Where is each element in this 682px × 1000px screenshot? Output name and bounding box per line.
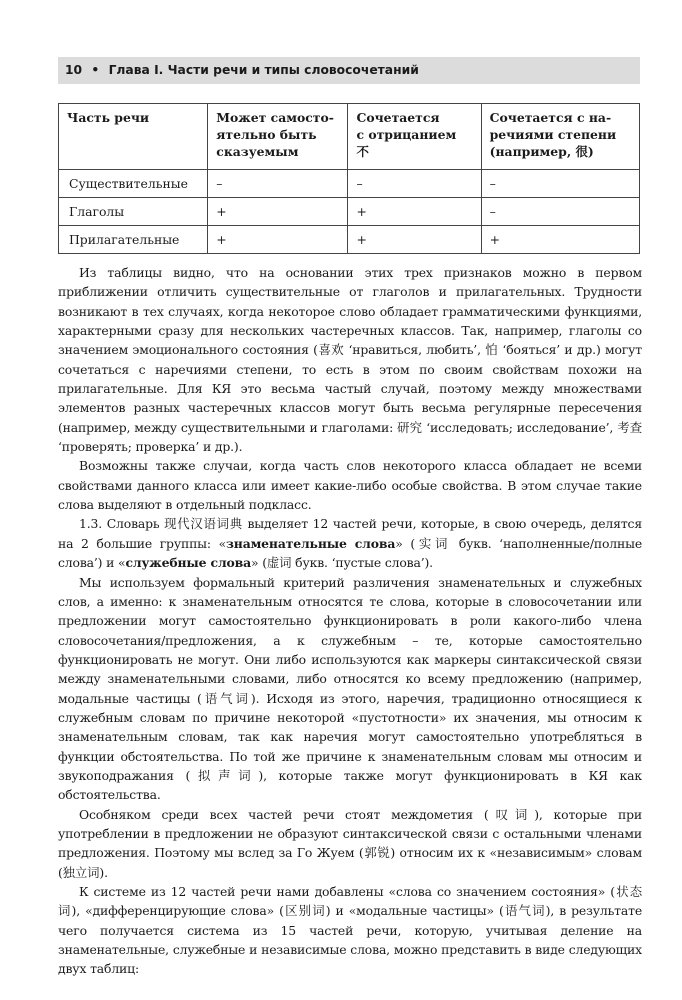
- column-header-line: (например, 很): [489, 144, 594, 159]
- column-header-line: Часть речи: [67, 110, 150, 125]
- column-header: [348, 104, 481, 170]
- table-cell: –: [481, 170, 639, 198]
- text-run: К системе из 12 частей речи нами добавлены «слова со значением состояния» (状态词), «дифференцирующие слова» (区别词) и «модальные частицы» (语气词), в результате чего получается система из 15 частей речи, которую, учитывая деление на знаменательные, служебные и независимые слова, можно представить в виде следующих двух таблиц:: [58, 884, 642, 977]
- column-header-line: сказуемым: [216, 144, 299, 159]
- paragraph: [58, 882, 642, 979]
- text-run: » (实词 букв. ‘наполненные/полные слова’) и «: [58, 535, 642, 571]
- column-header: [208, 104, 348, 170]
- table-cell: +: [481, 226, 639, 254]
- table-cell: +: [348, 226, 481, 254]
- bold-term: служебные слова: [125, 555, 251, 571]
- table-cell: –: [481, 198, 639, 226]
- column-header-line: речиями степени: [489, 127, 617, 142]
- text-run: 1.3. Словарь 现代汉语词典 выделяет 12 частей речи, которые, в свою очередь, делятся на 2 большие группы: «: [58, 516, 642, 551]
- column-header-line: Сочетается: [356, 110, 440, 125]
- table-cell: +: [208, 198, 348, 226]
- text-run: Возможны также случаи, когда часть слов некоторого класса обладает не всеми свойствами данного класса или имеет какие-либо особые свойства. В этом случае такие слова выделяют в отдельный подкласс.: [58, 458, 642, 513]
- column-header-line: ятельно быть: [216, 127, 317, 142]
- paragraph: [58, 514, 642, 572]
- running-head: [58, 57, 640, 84]
- body-text: [58, 263, 642, 979]
- column-header-line: Сочетается с на-: [489, 110, 612, 125]
- table-cell: +: [208, 226, 348, 254]
- text-run: » (虚词 букв. ‘пустые слова’).: [250, 555, 433, 571]
- table-cell: +: [348, 198, 481, 226]
- table-cell: Прилагательные: [59, 226, 208, 254]
- table-row: [59, 198, 640, 226]
- table-row: [59, 170, 640, 198]
- text-run: Мы используем формальный критерий различения знаменательных и служебных слов, а именно: к знаменательным относятся те слова, которые в словосочетании или предложении могут самостоятельно функционировать в роли какого-либо члена словосочетания/предложения, а к служебным – те, которые самостоятельно функционировать не могут. Они либо используются как маркеры синтаксической связи между знаменательными словами, либо относятся ко всему предложению (например, модальные частицы (语气词). Исходя из этого, наречия, традиционно относящиеся к служебным словам по причине некоторой «пустотности» их значения, мы относим к знаменательным словам, так как наречия могут самостоятельно употребляться в функции обстоятельства. По той же причине к знаменательным словам мы относим и звукоподражания (拟声词), которые также могут функционировать в КЯ как обстоятельства.: [58, 574, 642, 803]
- paragraph: [58, 456, 642, 514]
- column-header: [481, 104, 639, 170]
- table-cell: Глаголы: [59, 198, 208, 226]
- chapter-title: Глава I. Части речи и типы словосочетаний: [108, 63, 419, 77]
- paragraph: [58, 573, 642, 805]
- separator-bullet: •: [91, 63, 100, 77]
- page-number: 10: [65, 63, 83, 77]
- table-cell: –: [348, 170, 481, 198]
- column-header-line: 不: [356, 144, 369, 159]
- parts-of-speech-table: [58, 103, 640, 254]
- column-header: [59, 104, 208, 170]
- paragraph: [58, 263, 642, 456]
- column-header-line: Может самосто-: [216, 110, 334, 125]
- table-header-row: [59, 104, 640, 170]
- text-run: Особняком среди всех частей речи стоят междометия (叹词), которые при употреблении в предложении не образуют синтаксической связи с остальными членами предложения. Поэтому мы вслед за Го Жуем (郭锐) относим их к «независимым» словам (独立词).: [58, 806, 642, 880]
- paragraph: [58, 805, 642, 882]
- table-cell: Существительные: [59, 170, 208, 198]
- bold-term: знаменательные слова: [226, 535, 396, 551]
- text-run: Из таблицы видно, что на основании этих трех признаков можно в первом приближении отличить существительные от глаголов и прилагательных. Трудности возникают в тех случаях, когда некоторое слово обладает грамматическими функциями, характерными сразу для нескольких частеречных классов. Так, например, глаголы со значением эмоционального состояния (喜欢 ‘нравиться, любить’, 怕 ‘бояться’ и др.) могут сочетаться с наречиями степени, то есть в этом по своим свойствам похожи на прилагательные. Для КЯ это весьма частый случай, поэтому между множествами элементов разных частеречных классов могут быть весьма регулярные пересечения (например, между существительными и глаголами: 研究 ‘исследовать; исследование’, 考查 ‘проверять; проверка’ и др.).: [58, 265, 642, 455]
- table-cell: –: [208, 170, 348, 198]
- column-header-line: с отрицанием: [356, 127, 457, 142]
- table-row: [59, 226, 640, 254]
